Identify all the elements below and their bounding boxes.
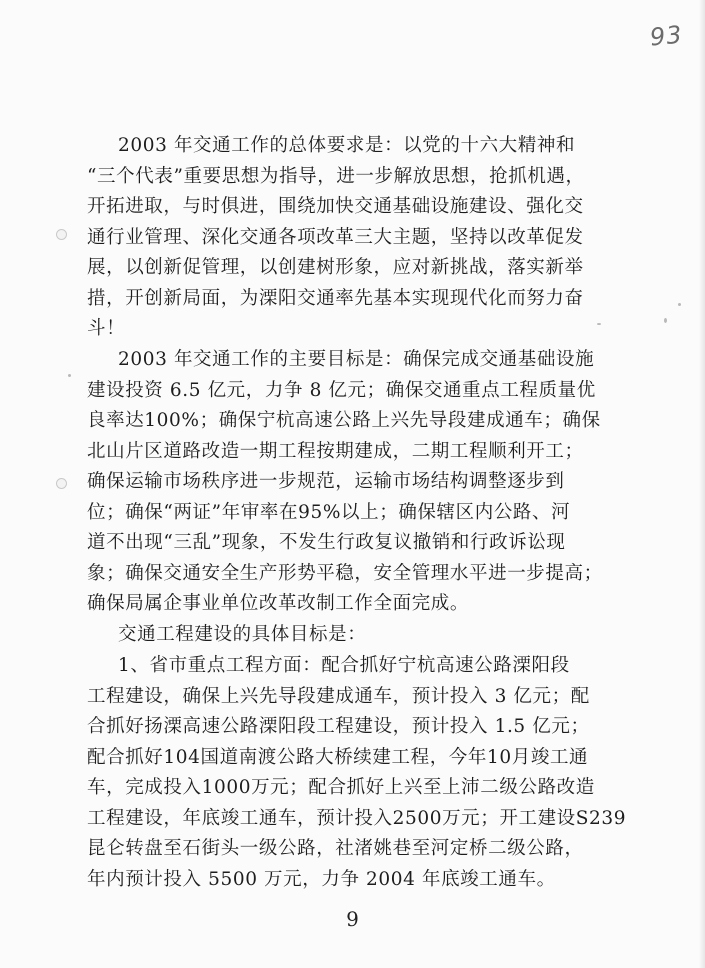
text-line: 北山片区道路改造一期工程按期建成，二期工程顺利开工； bbox=[87, 440, 584, 462]
text-line: 位；确保“两证”年审率在95%以上；确保辖区内公路、河 bbox=[87, 501, 571, 523]
text-line: 工程建设，年底竣工通车，预计投入2500万元；开工建设S239 bbox=[87, 807, 627, 829]
paragraph-overall-requirements bbox=[87, 131, 584, 345]
text-line: 2003 年交通工作的总体要求是：以党的十六大精神和 bbox=[118, 135, 576, 156]
scan-edge bbox=[699, 0, 705, 968]
text-line: 道不出现“三乱”现象，不发生行政复议撤销和行政诉讼现 bbox=[87, 532, 566, 553]
text-line: 1、省市重点工程方面：配合抓好宁杭高速公路溧阳段 bbox=[118, 655, 570, 676]
page-number: 9 bbox=[346, 907, 359, 931]
scan-speck bbox=[68, 374, 71, 377]
text-line: 确保局属企事业单位改革改制工作全面完成。 bbox=[87, 593, 470, 614]
paragraph-main-targets bbox=[87, 345, 603, 620]
text-line: 确保运输市场秩序进一步规范，运输市场结构调整逐步到 bbox=[87, 471, 565, 492]
text-line: 交通工程建设的具体目标是： bbox=[118, 624, 367, 645]
text-line: 象；确保交通安全生产形势平稳，安全管理水平进一步提高； bbox=[87, 562, 603, 584]
scan-speck bbox=[664, 318, 667, 323]
text-line: 年内预计投入 5500 万元，力争 2004 年底竣工通车。 bbox=[87, 868, 556, 890]
text-line: 昆仑转盘至石街头一级公路，社渚姚巷至河定桥二级公路， bbox=[87, 838, 584, 859]
text-line: 配合抓好104国道南渡公路大桥续建工程，今年10月竣工通 bbox=[87, 746, 589, 768]
paragraph-construction-targets-heading bbox=[87, 620, 584, 651]
binding-hole bbox=[56, 229, 67, 240]
text-line: 措，开创新局面，为溧阳交通率先基本实现现代化而努力奋 bbox=[87, 287, 584, 309]
text-line: 斗！ bbox=[87, 318, 126, 339]
text-line: 工程建设，确保上兴先导段建成通车，预计投入 3 亿元；配 bbox=[87, 685, 590, 707]
text-line: 通行业管理、深化交通各项改革三大主题，坚持以改革促发 bbox=[87, 226, 584, 248]
text-line: 展，以创新促管理，以创建树形象，应对新挑战，落实新举 bbox=[87, 257, 584, 278]
binding-hole bbox=[56, 478, 67, 489]
text-line: 良率达100%；确保宁杭高速公路上兴先导段建成通车；确保 bbox=[87, 410, 601, 431]
text-line: “三个代表”重要思想为指导，进一步解放思想，抢抓机遇， bbox=[87, 165, 585, 187]
paragraph-key-projects bbox=[87, 651, 627, 895]
text-line: 车，完成投入1000万元；配合抓好上兴至上沛二级公路改造 bbox=[87, 777, 595, 798]
text-line: 建设投资 6.5 亿元，力争 8 亿元；确保交通重点工程质量优 bbox=[87, 379, 596, 401]
text-line: 合抓好扬溧高速公路溧阳段工程建设，预计投入 1.5 亿元； bbox=[87, 716, 590, 737]
scan-speck bbox=[678, 303, 681, 306]
handwritten-page-number: 93 bbox=[648, 20, 684, 52]
text-line: 2003 年交通工作的主要目标是：确保完成交通基础设施 bbox=[118, 349, 595, 370]
scan-speck bbox=[597, 323, 601, 325]
text-line: 开拓进取，与时俱进，围绕加快交通基础设施建设、强化交 bbox=[87, 196, 584, 217]
